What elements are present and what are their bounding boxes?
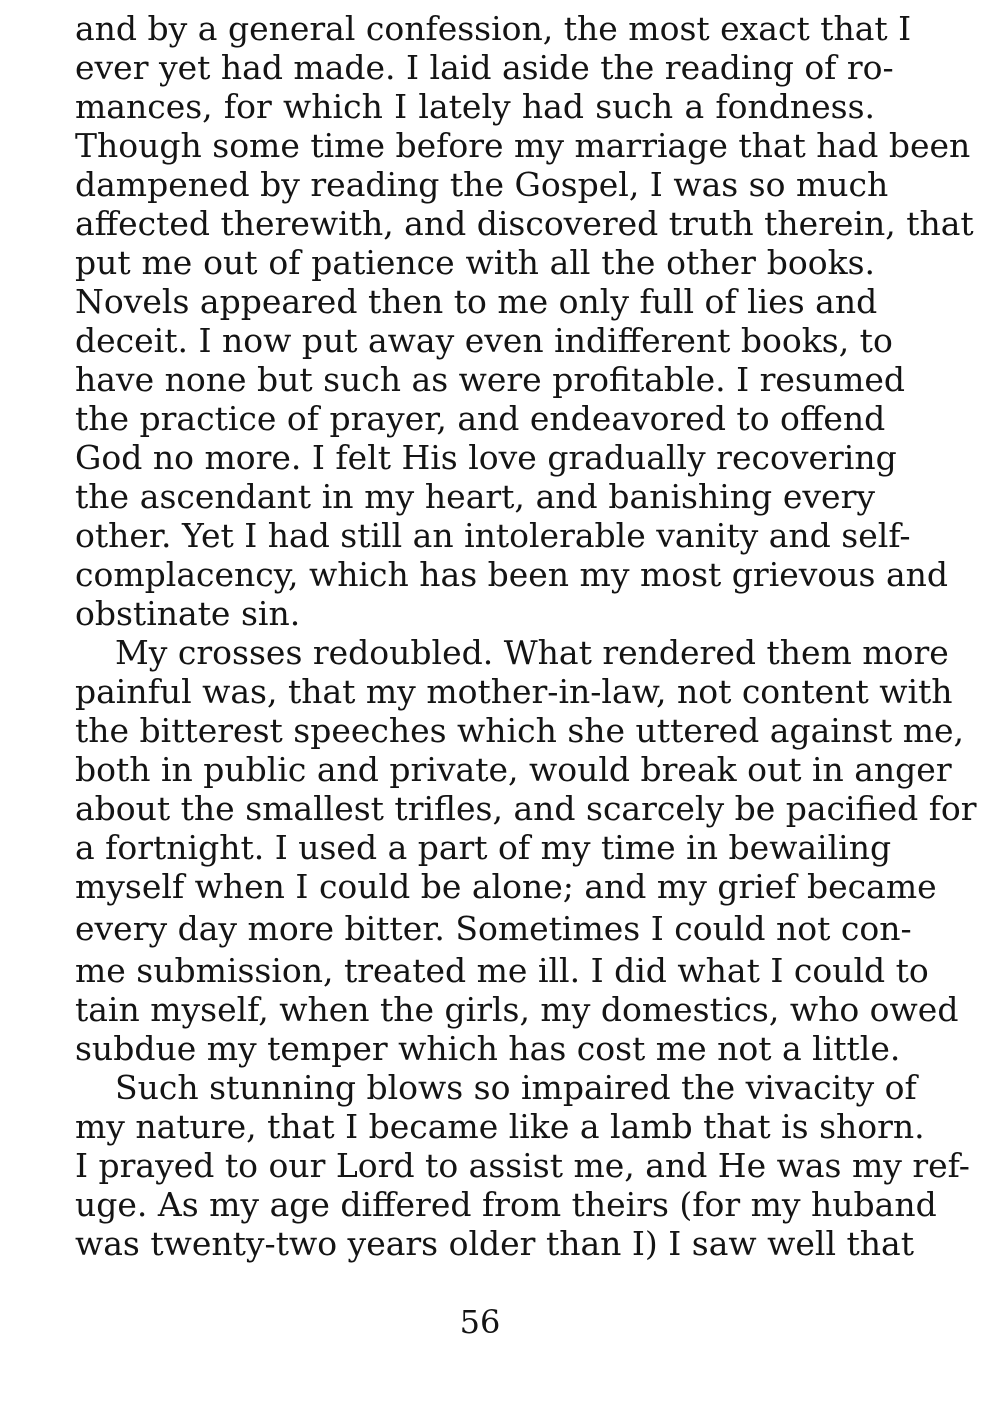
text-line: every day more bitter. Sometimes I could not con- — [75, 909, 912, 948]
text-line: both in public and private, would break out in anger — [75, 750, 952, 789]
text-line: me submission, treated me ill. I did what I could to — [75, 951, 929, 990]
text-line: God no more. I felt His love gradually recovering — [75, 438, 897, 477]
text-line: a fortnight. I used a part of my time in bewailing — [75, 828, 892, 867]
text-line: my nature, that I became like a lamb that is shorn. — [75, 1107, 925, 1146]
page-number: 56 — [459, 1303, 501, 1341]
text-line: the bitterest speeches which she uttered against me, — [75, 711, 965, 750]
text-line: subdue my temper which has cost me not a little. — [75, 1029, 901, 1068]
text-line: ever yet had made. I laid aside the reading of ro- — [75, 48, 894, 87]
text-line: complacency, which has been my most grievous and — [75, 555, 949, 594]
text-line: Though some time before my marriage that had been — [75, 126, 971, 165]
text-line: have none but such as were profitable. I resumed — [75, 360, 906, 399]
text-line: obstinate sin. — [75, 594, 301, 633]
text-line: Such stunning blows so impaired the vivacity of — [115, 1068, 917, 1107]
text-line: affected therewith, and discovered truth therein, that — [75, 204, 974, 243]
text-line: Novels appeared then to me only full of lies and — [75, 282, 878, 321]
text-line: and by a general confession, the most exact that I — [75, 9, 912, 48]
text-line: myself when I could be alone; and my grief became — [75, 867, 937, 906]
text-line: was twenty-two years older than I) I saw well that — [75, 1224, 914, 1263]
text-line: uge. As my age differed from theirs (for my huband — [75, 1185, 937, 1224]
text-line: put me out of patience with all the other books. — [75, 243, 875, 282]
text-line: the ascendant in my heart, and banishing every — [75, 477, 875, 516]
text-line: about the smallest trifles, and scarcely be pacified for — [75, 789, 977, 828]
text-line: mances, for which I lately had such a fondness. — [75, 87, 875, 126]
text-line: other. Yet I had still an intolerable vanity and self- — [75, 516, 911, 555]
text-line: painful was, that my mother-in-law, not content with — [75, 672, 953, 711]
text-line: tain myself, when the girls, my domestics, who owed — [75, 990, 959, 1029]
text-line: deceit. I now put away even indifferent books, to — [75, 321, 893, 360]
text-line: dampened by reading the Gospel, I was so much — [75, 165, 889, 204]
text-line: the practice of prayer, and endeavored to offend — [75, 399, 886, 438]
text-line: My crosses redoubled. What rendered them more — [115, 633, 949, 672]
text-line: I prayed to our Lord to assist me, and He was my ref- — [75, 1146, 970, 1185]
